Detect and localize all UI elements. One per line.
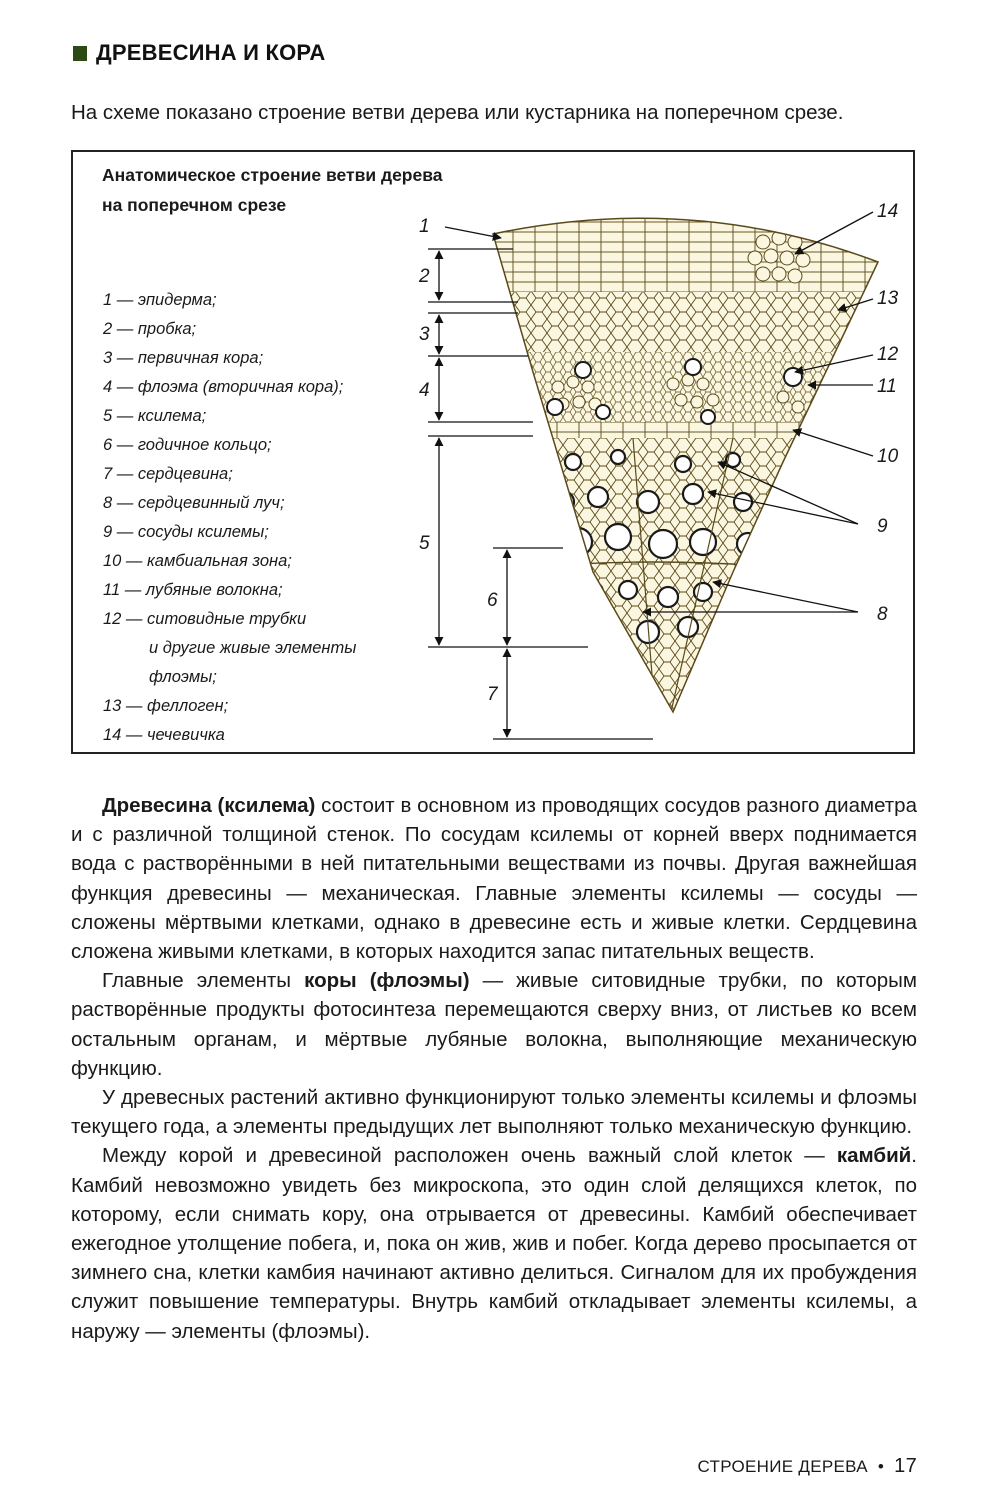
page-footer <box>698 1455 917 1478</box>
legend-item: 7 — сердцевина; <box>103 465 233 483</box>
legend-item: 4 — флоэма (вторичная кора); <box>103 378 344 396</box>
svg-text:3: 3 <box>419 324 430 345</box>
legend-item: и другие живые элементы <box>149 639 357 657</box>
legend-item: 10 — камбиальная зона; <box>103 552 292 570</box>
svg-text:2: 2 <box>419 266 430 287</box>
svg-text:13: 13 <box>877 288 899 309</box>
legend-item: 9 — сосуды ксилемы; <box>103 523 269 541</box>
paragraph-phloem: Главные элементы коры (флоэмы) — живые ситовидные трубки, по которым растворённые продукты фотосинтеза перемещаются сверху вниз, от листьев ко всем остальным органам, и мёртвые лубяные волокна, выполняющие механическую функцию. <box>71 969 917 1080</box>
bullet-separator-icon: • <box>877 1457 885 1476</box>
svg-text:8: 8 <box>877 604 888 625</box>
legend-item: 5 — ксилема; <box>103 407 207 425</box>
term-phloem: коры (флоэмы) <box>304 969 470 993</box>
svg-text:5: 5 <box>419 533 430 554</box>
running-title: СТРОЕНИЕ ДЕРЕВА <box>697 1457 868 1476</box>
section-title: ДРЕВЕСИНА И КОРА <box>96 40 326 65</box>
right-callout-labels <box>877 201 899 625</box>
legend-item: 8 — сердцевинный луч; <box>103 494 285 512</box>
paragraph-current-year: У древесных растений активно функционируют только элементы ксилемы и флоэмы текущего года, а элементы предыдущих лет выполняют только механическую функцию. <box>71 1086 917 1139</box>
wedge-tissue <box>403 172 913 752</box>
legend-item: 14 — чечевичка <box>103 726 225 744</box>
body-text <box>71 791 917 1346</box>
svg-text:10: 10 <box>877 446 899 467</box>
svg-text:11: 11 <box>877 376 897 397</box>
legend-item: 1 — эпидерма; <box>103 291 217 309</box>
branch-cross-section-diagram <box>403 172 913 752</box>
svg-text:7: 7 <box>487 684 498 705</box>
figure-legend <box>103 286 356 750</box>
legend-item: 11 — лубяные волокна; <box>103 581 283 599</box>
legend-item: 6 — годичное кольцо; <box>103 436 272 454</box>
svg-text:4: 4 <box>419 380 430 401</box>
svg-text:1: 1 <box>419 216 430 237</box>
figure-frame <box>71 150 915 754</box>
legend-item: 13 — феллоген; <box>103 697 229 715</box>
svg-text:14: 14 <box>877 201 899 222</box>
heading-marker-square-icon <box>73 46 87 61</box>
svg-text:6: 6 <box>487 590 498 611</box>
figure-title-line-2: на поперечном срезе <box>102 195 287 215</box>
paragraph-xylem: Древесина (ксилема) состоит в основном из проводящих сосудов разного диаметра и с различной толщиной стенок. По сосудам ксилемы от корней вверх поднимается вода с растворёнными в ней питательными веществами из почвы. Другая важнейшая функция древесины — механическая. Главные элементы ксилемы — сосуды — сложены мёртвыми клетками, однако в древесине есть и живые клетки. Сердцевина сложена живыми клетками, в которых находится запас питательных веществ. <box>71 794 917 964</box>
svg-text:9: 9 <box>877 516 888 537</box>
page-number: 17 <box>894 1455 917 1477</box>
legend-item: 2 — пробка; <box>103 320 197 338</box>
legend-item: 12 — ситовидные трубки <box>103 610 307 628</box>
figure-title <box>102 160 443 220</box>
term-cambium: камбий <box>836 1144 912 1168</box>
svg-text:12: 12 <box>877 344 899 365</box>
legend-item: 3 — первичная кора; <box>103 349 264 367</box>
left-callout-labels <box>418 216 499 705</box>
paragraph-cambium: Между корой и древесиной расположен очень важный слой клеток — камбий. Камбий невозможно увидеть без микроскопа, это один слой делящихся клеток, по которому, если снимать кору, она отрывается от древесины. Камбий обеспечивает ежегодное утолщение побега, и, пока он жив, жив и побег. Когда дерево просыпается от зимнего сна, клетки камбия начинают активно делиться. Сигналом для их пробуждения служит повышение температуры. Внутрь камбий откладывает элементы ксилемы, а наружу — элементы (флоэмы). <box>71 1144 917 1343</box>
figure-title-line-1: Анатомическое строение ветви дерева <box>102 165 443 185</box>
legend-item: флоэмы; <box>149 668 217 686</box>
section-heading <box>73 40 325 66</box>
intro-paragraph: На схеме показано строение ветви дерева или кустарника на поперечном срезе. <box>71 101 844 124</box>
term-xylem: Древесина (ксилема) <box>102 794 316 817</box>
